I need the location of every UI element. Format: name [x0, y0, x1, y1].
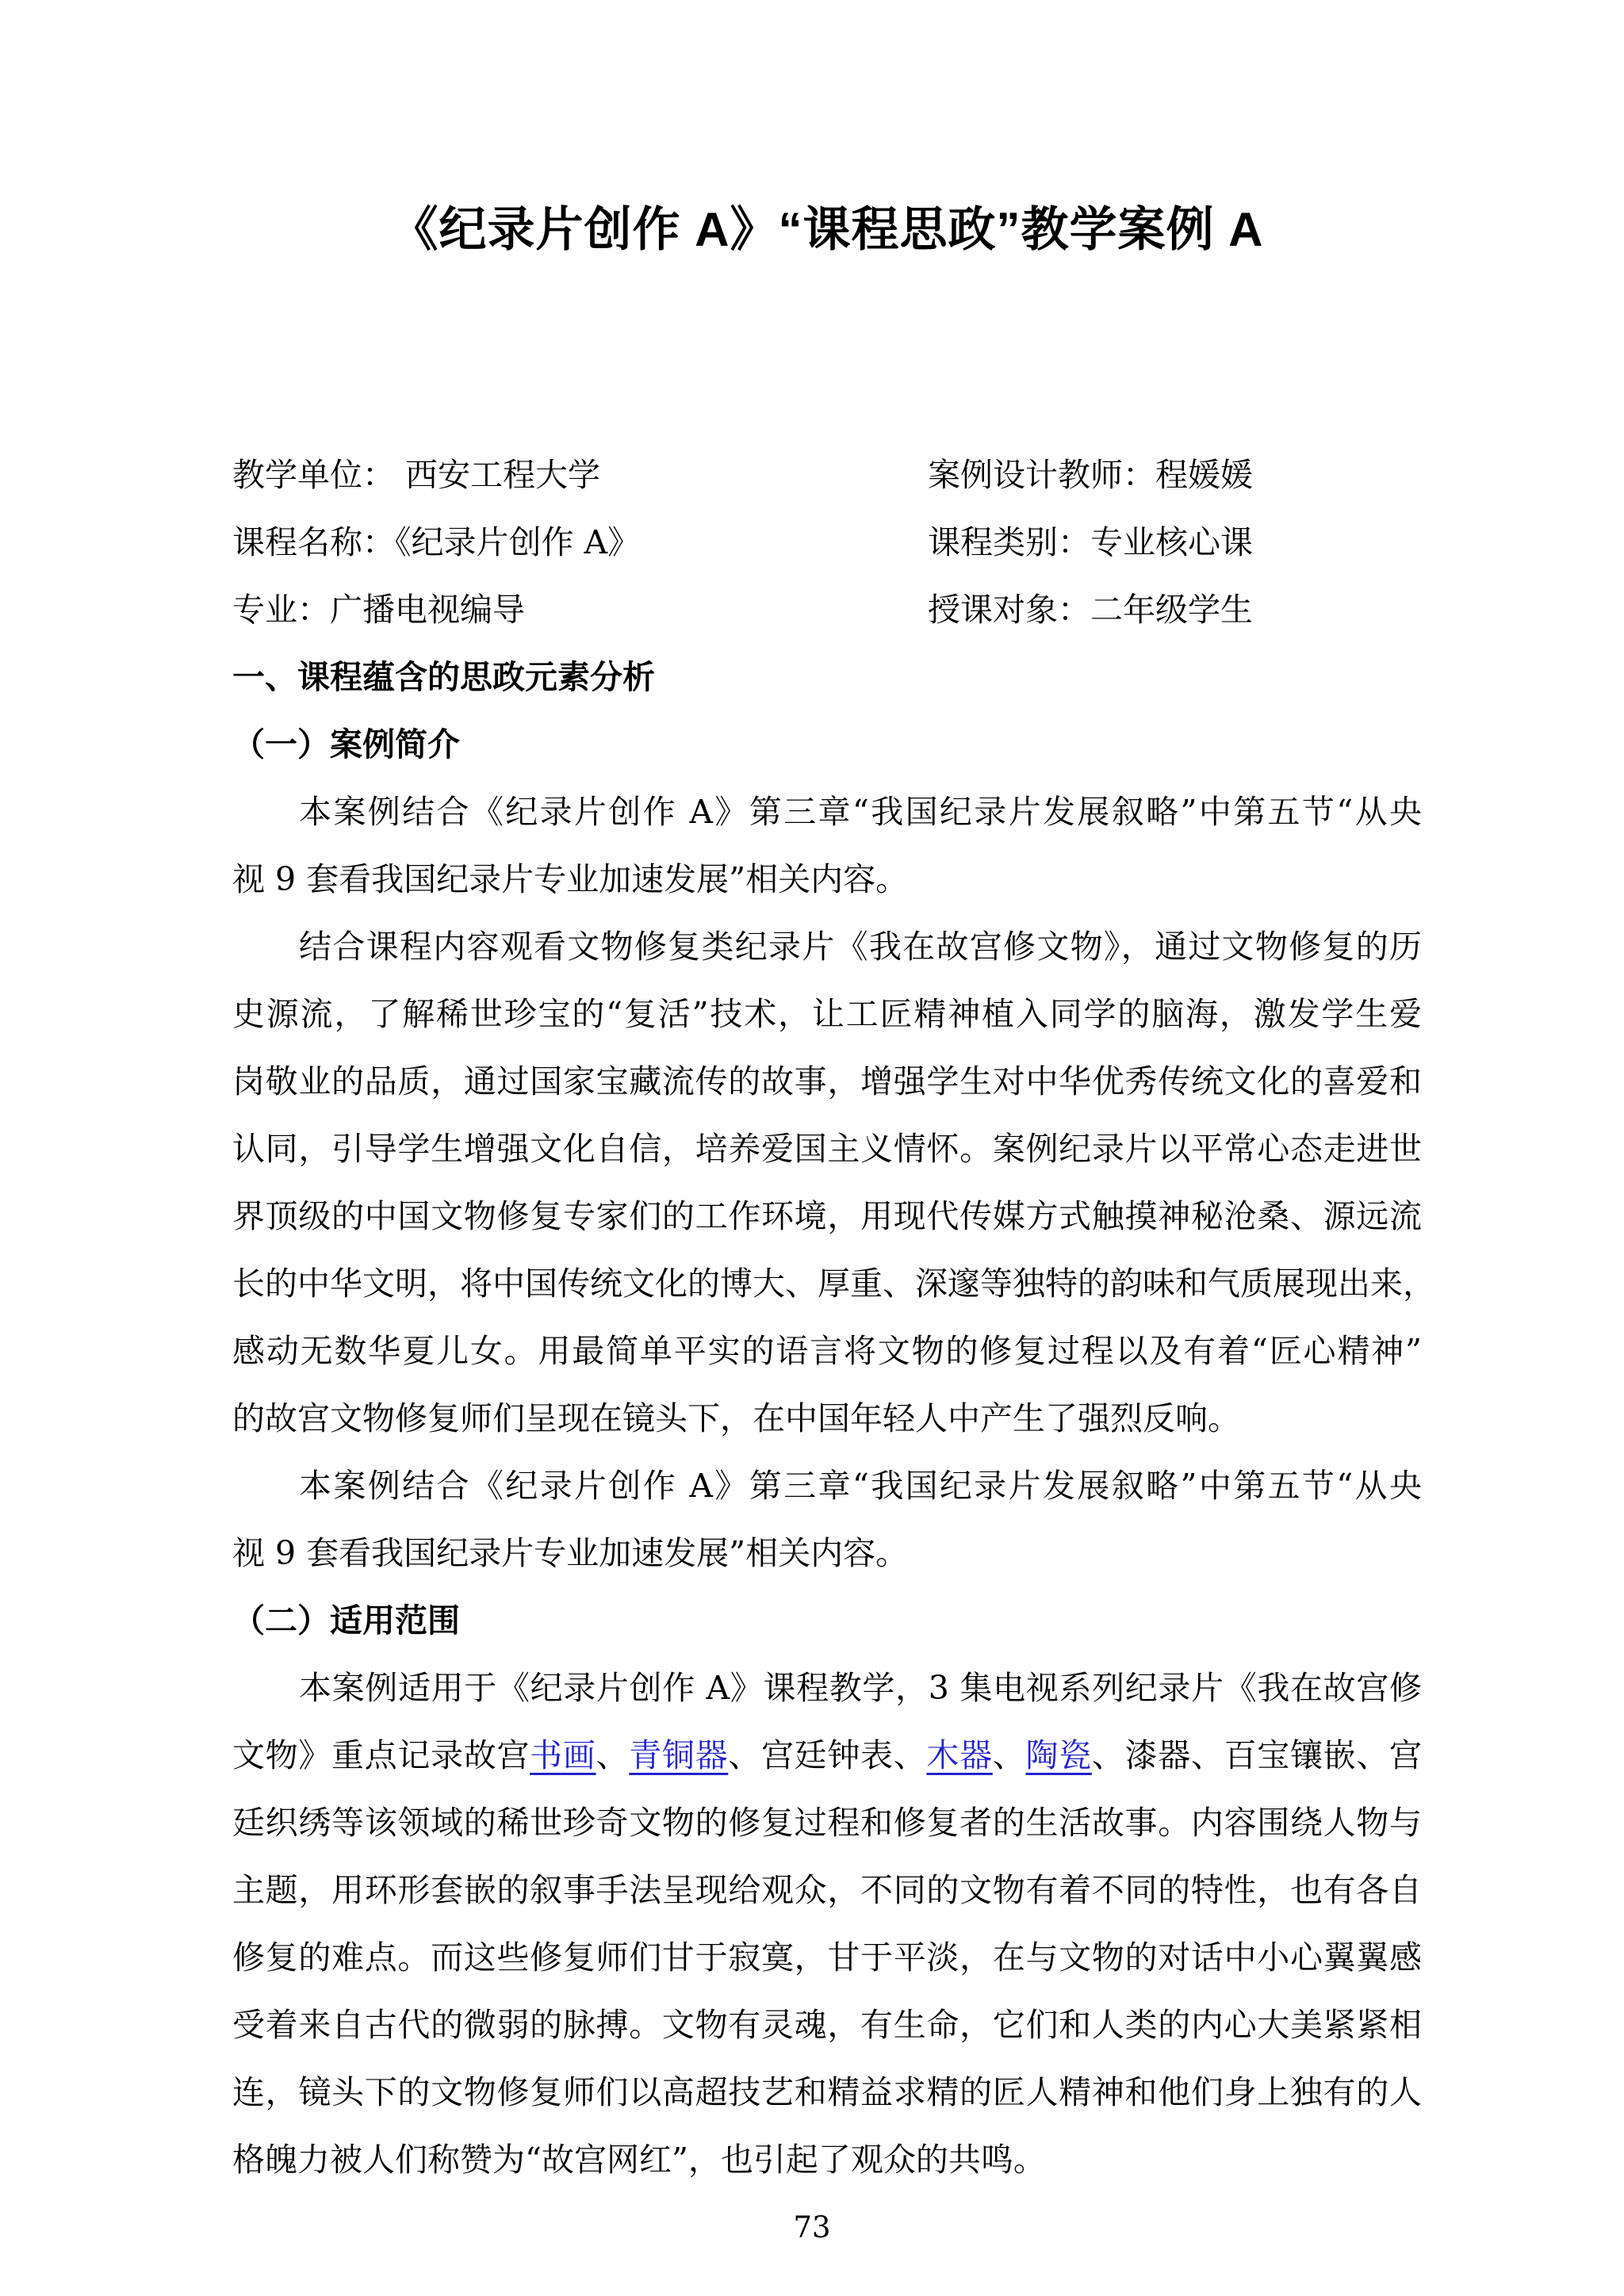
subsection-heading-2: （二）适用范围 [232, 1601, 460, 1640]
paragraph-line-with-links [232, 1722, 1422, 1789]
meta-audience: 授课对象：二年级学生 [928, 591, 1253, 629]
paragraph-line: 的故宫文物修复师们呈现在镜头下，在中国年轻人中产生了强烈反响。 [232, 1399, 1240, 1437]
paragraph-line: 本案例适用于《纪录片创作 A》课程教学，3 集电视系列纪录片《我在故宫修 [299, 1669, 1422, 1707]
text-segment: 、 [596, 1736, 630, 1774]
document-title: 《纪录片创作 A》“课程思政”教学案例 A [390, 203, 1264, 256]
meta-course-type: 课程类别：专业核心课 [928, 523, 1253, 561]
hyperlink[interactable]: 陶瓷 [1025, 1736, 1092, 1774]
meta-row [232, 509, 1422, 576]
text-segment: 文物》重点记录故宫 [232, 1736, 530, 1774]
paragraph-line: 受着来自古代的微弱的脉搏。文物有灵魂，有生命，它们和人类的内心大美紧紧相 [232, 2006, 1422, 2044]
paragraph-line: 史源流，了解稀世珍宝的“复活”技术，让工匠精神植入同学的脑海，激发学生爱 [232, 995, 1422, 1033]
meta-case-designer: 案例设计教师：程媛媛 [928, 456, 1253, 494]
meta-course-name: 课程名称：《纪录片创作 A》 [232, 523, 641, 561]
section-heading-1: 一、课程蕴含的思政元素分析 [232, 658, 655, 696]
meta-row [232, 442, 1422, 509]
text-segment: 、 [992, 1736, 1026, 1774]
text-segment: 、宫廷钟表、 [728, 1736, 927, 1774]
paragraph-line: 主题，用环形套嵌的叙事手法呈现给观众，不同的文物有着不同的特性，也有各自 [232, 1871, 1422, 1909]
paragraph-line: 结合课程内容观看文物修复类纪录片《我在故宫修文物》，通过文物修复的历 [299, 928, 1422, 966]
paragraph-line: 本案例结合《纪录片创作 A》第三章“我国纪录片发展叙略”中第五节“从央 [299, 1467, 1422, 1505]
paragraph-line: 连，镜头下的文物修复师们以高超技艺和精益求精的匠人精神和他们身上独有的人 [232, 2073, 1422, 2111]
text-segment: 、漆器、百宝镶嵌、宫 [1091, 1736, 1423, 1774]
hyperlink[interactable]: 木器 [926, 1736, 993, 1774]
hyperlink[interactable]: 青铜器 [629, 1736, 729, 1774]
meta-row [232, 576, 1422, 644]
paragraph-line: 长的中华文明，将中国传统文化的博大、厚重、深邃等独特的韵味和气质展现出来， [232, 1265, 1435, 1303]
document-content [232, 0, 1435, 2194]
paragraph-line: 廷织绣等该领域的稀世珍奇文物的修复过程和修复者的生活故事。内容围绕人物与 [232, 1804, 1422, 1842]
paragraph-line: 本案例结合《纪录片创作 A》第三章“我国纪录片发展叙略”中第五节“从央 [299, 793, 1422, 831]
meta-teaching-unit: 教学单位： 西安工程大学 [232, 456, 601, 494]
paragraph-line: 视 9 套看我国纪录片专业加速发展”相关内容。 [232, 1534, 909, 1572]
paragraph-line: 岗敬业的品质，通过国家宝藏流传的故事，增强学生对中华优秀传统文化的喜爱和 [232, 1062, 1422, 1100]
paragraph-line: 修复的难点。而这些修复师们甘于寂寞，甘于平淡，在与文物的对话中小心翼翼感 [232, 1938, 1422, 1976]
subsection-heading-1: （一）案例简介 [232, 725, 460, 763]
paragraph-line: 认同，引导学生增强文化自信，培养爱国主义情怀。案例纪录片以平常心态走进世 [232, 1130, 1422, 1168]
meta-major: 专业：广播电视编导 [232, 591, 525, 629]
page-number: 73 [793, 2210, 831, 2244]
paragraph-line: 格魄力被人们称赞为“故宫网红”，也引起了观众的共鸣。 [232, 2141, 1046, 2179]
course-meta [232, 442, 1422, 644]
paragraph-line: 界顶级的中国文物修复专家们的工作环境，用现代传媒方式触摸神秘沧桑、源远流 [232, 1197, 1422, 1235]
paragraph-line: 感动无数华夏儿女。用最简单平实的语言将文物的修复过程以及有着“匠心精神” [232, 1332, 1422, 1370]
paragraph-line: 视 9 套看我国纪录片专业加速发展”相关内容。 [232, 860, 909, 898]
hyperlink[interactable]: 书画 [530, 1736, 596, 1774]
